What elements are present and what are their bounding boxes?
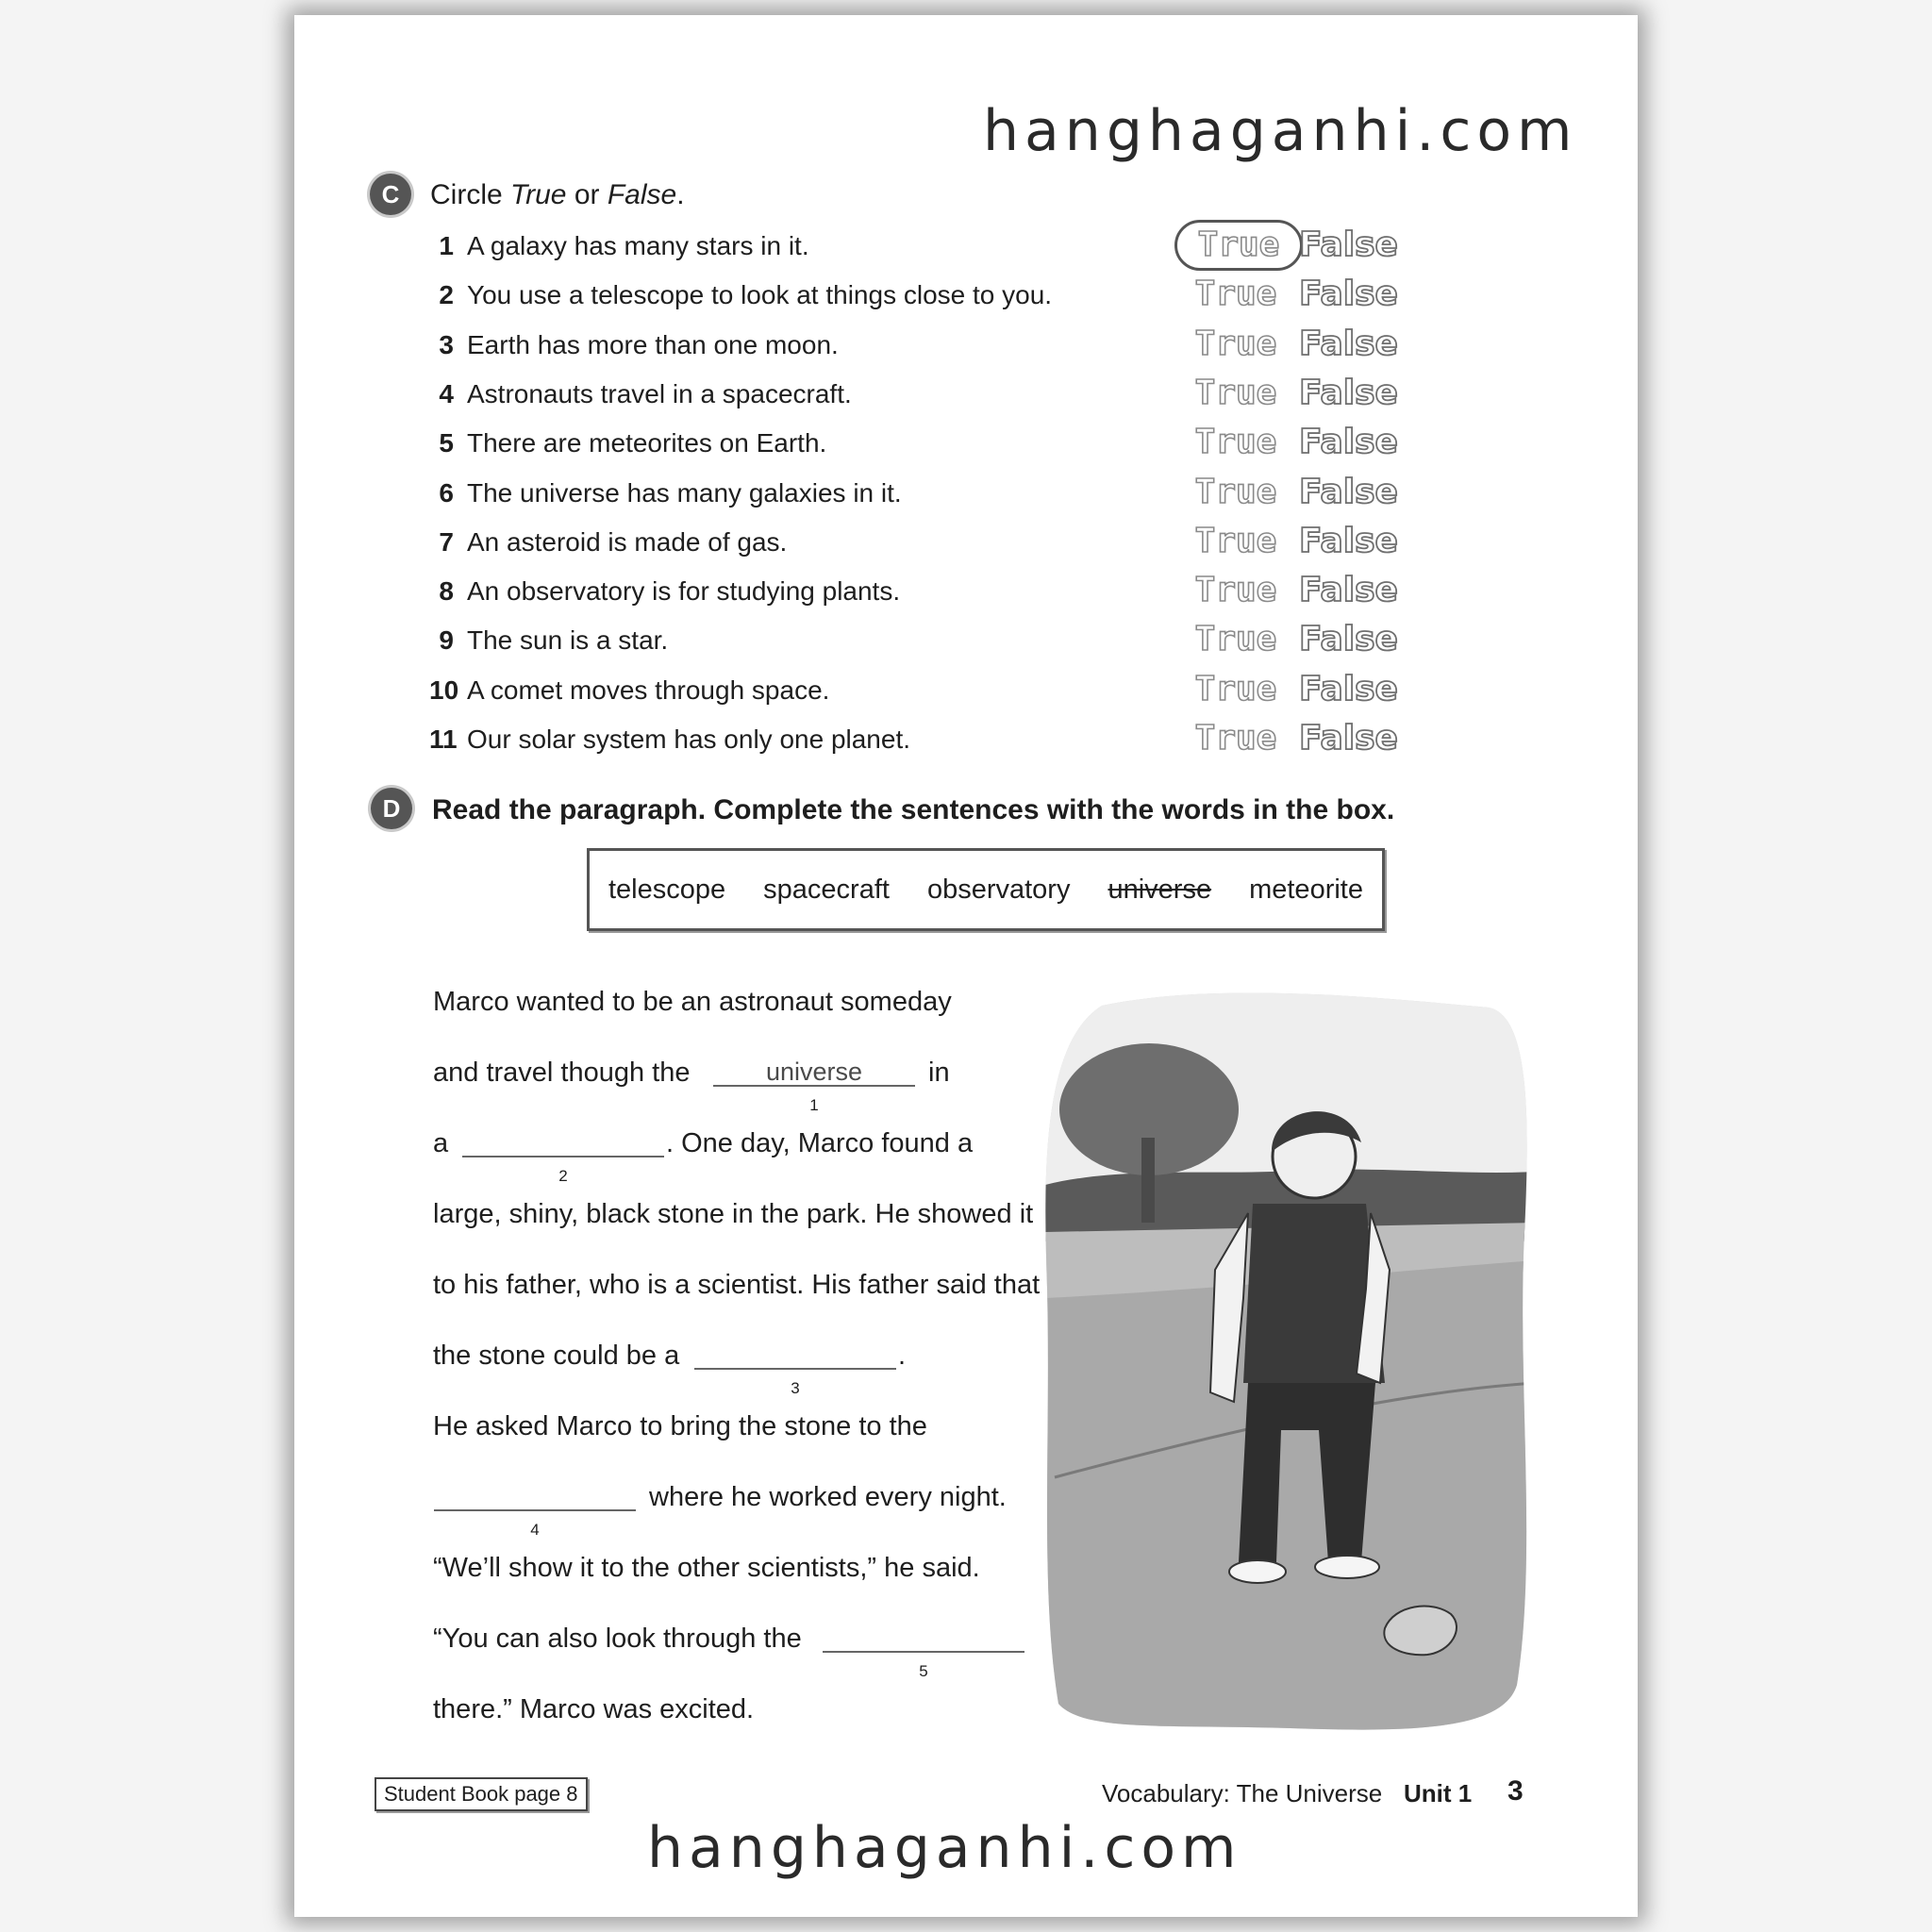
paragraph-line-1: Marco wanted to be an astronaut someday [433, 987, 952, 1017]
watermark-top: hanghaganhi.com [983, 98, 1578, 164]
tf-item [429, 472, 1448, 525]
paragraph-line-10: “You can also look through the [433, 1624, 802, 1654]
tf-item-number: 4 [439, 378, 454, 408]
tf-item-statement: The sun is a star. [467, 625, 669, 656]
tf-item-number: 11 [429, 724, 458, 754]
true-option[interactable]: True [1194, 669, 1277, 708]
word-telescope: telescope [608, 874, 726, 905]
blank-4[interactable] [434, 1481, 636, 1539]
true-option[interactable]: True [1194, 620, 1277, 659]
tf-item-number: 6 [439, 477, 454, 508]
footer-vocab-title: Vocabulary: The Universe [1102, 1779, 1383, 1807]
tf-item [429, 620, 1448, 673]
tf-item [429, 719, 1448, 772]
true-option[interactable]: True [1174, 220, 1303, 271]
paragraph-line-2b: in [928, 1058, 950, 1088]
tf-item-number: 9 [439, 625, 454, 656]
section-d-title: Read the paragraph. Complete the sentences with the words in the box. [432, 794, 1395, 825]
page-number: 3 [1507, 1775, 1524, 1807]
tf-item [429, 571, 1448, 624]
true-option[interactable]: True [1194, 275, 1277, 314]
tf-item-statement: A galaxy has many stars in it. [467, 231, 809, 260]
blank-1-number: 1 [809, 1096, 819, 1114]
paragraph-line-4: large, shiny, black stone in the park. He showed it [433, 1199, 1034, 1229]
tf-item-number: 10 [429, 675, 459, 705]
tf-item [429, 669, 1448, 723]
tf-item-statement: A comet moves through space. [467, 675, 830, 705]
tf-item-statement: Our solar system has only one planet. [467, 724, 911, 754]
watermark-bottom: hanghaganhi.com [647, 1815, 1242, 1881]
word-spacecraft: spacecraft [763, 874, 890, 905]
tf-item [429, 225, 1448, 278]
paragraph-line-3a: a [433, 1128, 449, 1158]
blank-1-answer: universe [765, 1058, 863, 1086]
false-option[interactable]: False [1299, 719, 1398, 758]
tf-item-number: 8 [439, 576, 454, 607]
tf-item [429, 373, 1448, 426]
true-option[interactable]: True [1194, 719, 1277, 758]
blank-2[interactable] [462, 1127, 664, 1185]
tf-item [429, 324, 1448, 377]
word-universe: universe [1108, 874, 1212, 905]
paragraph-line-5: to his father, who is a scientist. His father said that [433, 1270, 1041, 1300]
tf-item-number: 1 [439, 231, 454, 260]
blank-2-number: 2 [558, 1167, 568, 1185]
section-c-title: Circle True or False. [430, 179, 685, 210]
tf-item-statement: There are meteorites on Earth. [467, 428, 827, 458]
tf-item-statement: You use a telescope to look at things close to you. [467, 280, 1053, 310]
true-option[interactable]: True [1194, 423, 1277, 462]
blank-4-number: 4 [530, 1521, 540, 1539]
tf-item-statement: Astronauts travel in a spacecraft. [467, 378, 852, 408]
blank-5[interactable] [823, 1623, 1024, 1680]
false-option[interactable]: False [1299, 373, 1398, 412]
false-option[interactable]: False [1299, 423, 1398, 462]
false-option[interactable]: False [1299, 472, 1398, 511]
word-observatory: observatory [926, 874, 1071, 905]
paragraph-line-8: where he worked every night. [649, 1482, 1007, 1512]
tf-item-number: 3 [439, 329, 454, 359]
paragraph-line-9: “We’ll show it to the other scientists,” he said. [433, 1553, 980, 1583]
paragraph-line-3b: . One day, Marco found a [666, 1128, 974, 1158]
false-option[interactable]: False [1299, 225, 1398, 264]
false-option[interactable]: False [1299, 669, 1398, 708]
tf-item [429, 423, 1448, 475]
blank-5-number: 5 [919, 1662, 928, 1680]
blank-3-number: 3 [791, 1379, 800, 1397]
tf-item-statement: An asteroid is made of gas. [467, 526, 788, 557]
tf-item [429, 275, 1448, 327]
false-option[interactable]: False [1299, 521, 1398, 560]
paragraph-line-11: there.” Marco was excited. [433, 1694, 755, 1724]
false-option[interactable]: False [1299, 620, 1398, 659]
blank-3[interactable] [694, 1340, 896, 1397]
tf-item-statement: Earth has more than one moon. [467, 329, 839, 359]
boy-in-park-illustration [1045, 987, 1536, 1736]
true-option[interactable]: True [1194, 571, 1277, 610]
footer-unit: Unit 1 [1404, 1779, 1473, 1807]
true-option[interactable]: True [1194, 521, 1277, 560]
paragraph-line-7: He asked Marco to bring the stone to the [433, 1411, 927, 1441]
section-d-badge: D [371, 788, 412, 829]
false-option[interactable]: False [1299, 571, 1398, 610]
paragraph-line-2a: and travel though the [433, 1058, 691, 1088]
true-option[interactable]: True [1194, 472, 1277, 511]
blank-1[interactable] [713, 1057, 915, 1114]
true-option[interactable]: True [1194, 373, 1277, 412]
tf-item [429, 521, 1448, 575]
true-option[interactable]: True [1194, 324, 1277, 363]
false-option[interactable]: False [1299, 324, 1398, 363]
section-c-badge: C [370, 174, 411, 215]
tf-item-number: 7 [439, 526, 454, 557]
student-book-reference: Student Book page 8 [375, 1777, 588, 1811]
word-meteorite: meteorite [1249, 874, 1363, 905]
tf-item-statement: The universe has many galaxies in it. [467, 477, 902, 508]
tf-item-statement: An observatory is for studying plants. [467, 576, 901, 607]
paragraph-line-6a: the stone could be a [433, 1341, 680, 1371]
tf-item-number: 2 [439, 280, 454, 310]
paragraph-line-6b: . [898, 1341, 907, 1371]
false-option[interactable]: False [1299, 275, 1398, 314]
word-box [587, 848, 1385, 931]
tf-item-number: 5 [439, 428, 454, 458]
